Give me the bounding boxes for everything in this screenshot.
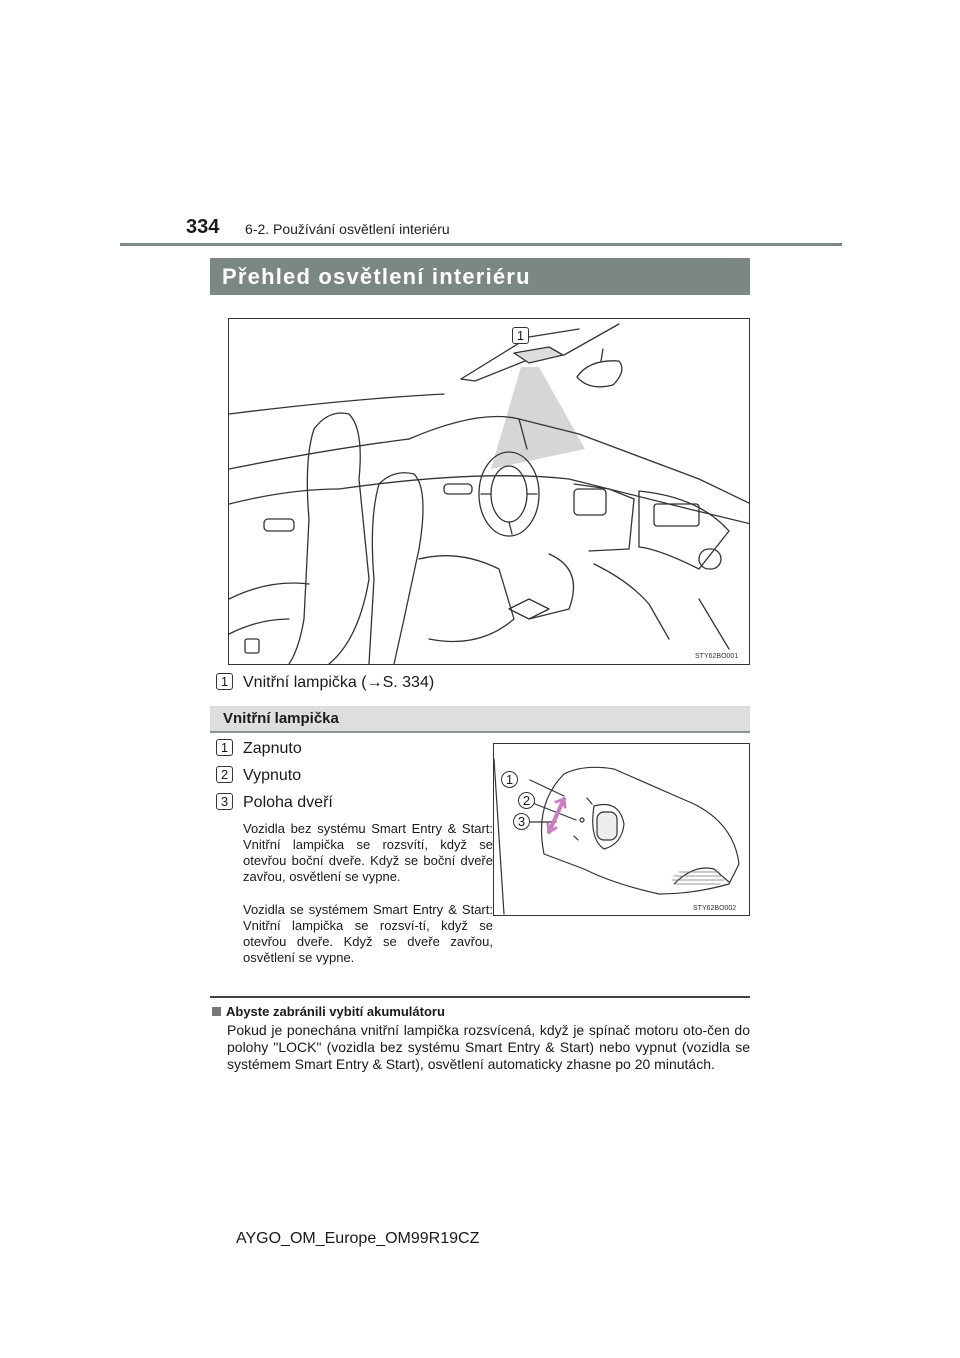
legend-item-number: 1 xyxy=(216,673,233,690)
footer-document-code: AYGO_OM_Europe_OM99R19CZ xyxy=(236,1230,480,1247)
switch-callout-1: 1 xyxy=(501,771,518,788)
info-title-text: Abyste zabránili vybití akumulátoru xyxy=(226,1004,445,1019)
switch-position-on: Zapnuto xyxy=(243,740,302,757)
car-interior-illustration xyxy=(229,319,749,664)
figure-code: STY62BO001 xyxy=(695,653,739,660)
info-body: Pokud je ponechána vnitřní lampička rozsvícená, když je spínač motoru oto-čen do polohy "LOCK" (vozidla bez systému Smart Entry & Start) nebo vypnut (vozidla se systémem Smart Entry & Start), osvětlení automaticky zhasne po 20 minutách. xyxy=(227,1022,750,1072)
legend-item-text: Vnitřní lampička (→S. 334) xyxy=(243,674,435,691)
switch-position-off: Vypnuto xyxy=(243,767,302,784)
note-without-smart-entry: Vozidla bez systému Smart Entry & Start: Vnitřní lampička se rozsvítí, když se otevřou boční dveře. Když se boční dveře zavřou, osvětlení se vypne. xyxy=(243,821,493,884)
figure-code: STY62BO002 xyxy=(693,905,737,912)
page-title: Přehled osvětlení interiéru xyxy=(210,258,750,295)
switch-position-number: 1 xyxy=(216,739,233,756)
lamp-switch-figure xyxy=(493,743,750,916)
info-title xyxy=(212,1004,445,1019)
interior-overview-figure xyxy=(228,318,750,665)
info-divider xyxy=(210,996,750,998)
section-path: 6-2. Používání osvětlení interiéru xyxy=(245,221,450,237)
square-bullet-icon xyxy=(212,1007,221,1016)
header-divider xyxy=(120,243,842,246)
lamp-switch-illustration xyxy=(494,744,749,915)
page-number: 334 xyxy=(186,216,220,238)
note-with-smart-entry: Vozidla se systémem Smart Entry & Start: Vnitřní lampička se rozsví-tí, když se otevřou dveře. Když se dveře zavřou, osvětlení se vypne. xyxy=(243,902,493,965)
switch-position-number: 3 xyxy=(216,793,233,810)
switch-callout-2: 2 xyxy=(518,792,535,809)
switch-position-door: Poloha dveří xyxy=(243,794,333,811)
switch-callout-3: 3 xyxy=(513,813,530,830)
switch-position-number: 2 xyxy=(216,766,233,783)
section-heading: Vnitřní lampička xyxy=(210,706,750,733)
callout-1: 1 xyxy=(512,327,529,344)
